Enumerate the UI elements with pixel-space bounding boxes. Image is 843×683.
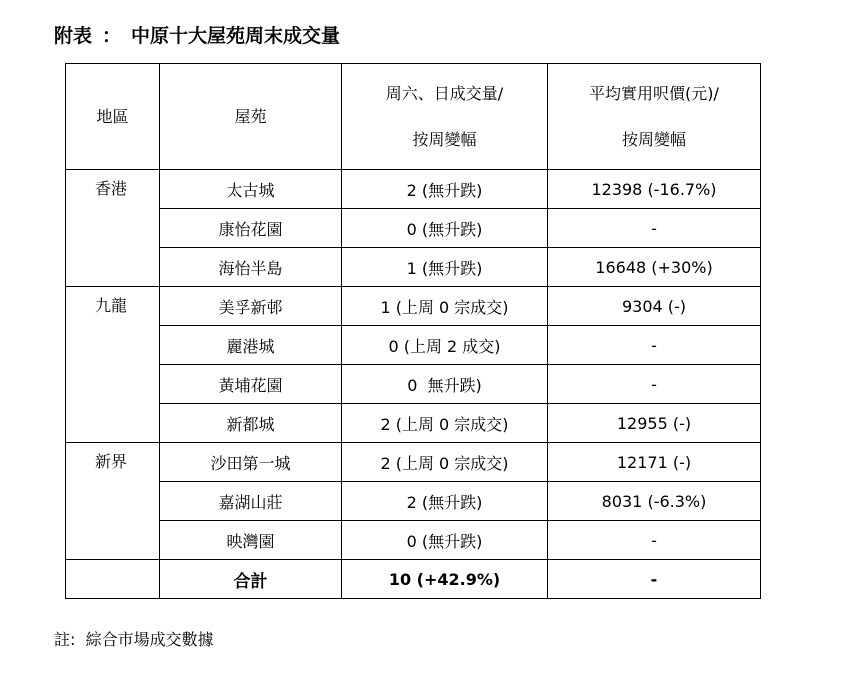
region-cell: 新界 bbox=[66, 443, 160, 560]
transaction-table bbox=[65, 63, 761, 599]
table-row bbox=[66, 170, 761, 209]
price-cell: - bbox=[548, 326, 761, 365]
price-cell: - bbox=[548, 521, 761, 560]
table-row bbox=[66, 404, 761, 443]
region-cell: 九龍 bbox=[66, 287, 160, 443]
estate-cell: 海怡半島 bbox=[160, 248, 342, 287]
total-label: 合計 bbox=[160, 560, 342, 599]
volume-cell: 2 (無升跌) bbox=[342, 482, 548, 521]
price-cell: - bbox=[548, 365, 761, 404]
volume-cell: 0 無升跌) bbox=[342, 365, 548, 404]
header-row bbox=[66, 64, 761, 170]
price-cell: 8031 (-6.3%) bbox=[548, 482, 761, 521]
title-text: 中原十大屋苑周末成交量 bbox=[131, 25, 341, 47]
estate-cell: 康怡花園 bbox=[160, 209, 342, 248]
header-volume-line2: 按周變幅 bbox=[412, 129, 477, 149]
header-price bbox=[548, 64, 761, 170]
table-row bbox=[66, 326, 761, 365]
estate-cell: 映灣園 bbox=[160, 521, 342, 560]
estate-cell: 嘉湖山莊 bbox=[160, 482, 342, 521]
volume-cell: 1 (無升跌) bbox=[342, 248, 548, 287]
estate-cell: 沙田第一城 bbox=[160, 443, 342, 482]
volume-cell: 2 (上周 0 宗成交) bbox=[342, 404, 548, 443]
header-region: 地區 bbox=[66, 64, 160, 170]
header-price-line2: 按周變幅 bbox=[621, 129, 686, 149]
table-row bbox=[66, 443, 761, 482]
volume-cell: 2 (上周 0 宗成交) bbox=[342, 443, 548, 482]
header-estate: 屋苑 bbox=[160, 64, 342, 170]
volume-cell: 0 (無升跌) bbox=[342, 521, 548, 560]
price-cell: 9304 (-) bbox=[548, 287, 761, 326]
price-cell: - bbox=[548, 209, 761, 248]
header-volume-line1: 周六、日成交量/ bbox=[385, 83, 504, 103]
estate-cell: 太古城 bbox=[160, 170, 342, 209]
table-row bbox=[66, 287, 761, 326]
table-row bbox=[66, 209, 761, 248]
table-row bbox=[66, 248, 761, 287]
total-row bbox=[66, 560, 761, 599]
estate-cell: 麗港城 bbox=[160, 326, 342, 365]
price-cell: 12955 (-) bbox=[548, 404, 761, 443]
estate-cell: 黃埔花園 bbox=[160, 365, 342, 404]
total-region-empty bbox=[66, 560, 160, 599]
title-separator: ： bbox=[102, 25, 122, 47]
source-note: 註: 綜合市場成交數據 bbox=[54, 630, 214, 649]
price-cell: 12398 (-16.7%) bbox=[548, 170, 761, 209]
price-cell: 12171 (-) bbox=[548, 443, 761, 482]
estate-cell: 美孚新邨 bbox=[160, 287, 342, 326]
price-cell: 16648 (+30%) bbox=[548, 248, 761, 287]
volume-cell: 0 (上周 2 成交) bbox=[342, 326, 548, 365]
volume-cell: 0 (無升跌) bbox=[342, 209, 548, 248]
table-row bbox=[66, 365, 761, 404]
header-volume bbox=[342, 64, 548, 170]
table-title bbox=[54, 22, 340, 50]
table-row bbox=[66, 521, 761, 560]
title-prefix: 附表 bbox=[54, 25, 93, 47]
estate-cell: 新都城 bbox=[160, 404, 342, 443]
total-price: - bbox=[548, 560, 761, 599]
region-cell: 香港 bbox=[66, 170, 160, 287]
volume-cell: 1 (上周 0 宗成交) bbox=[342, 287, 548, 326]
total-volume: 10 (+42.9%) bbox=[342, 560, 548, 599]
table-row bbox=[66, 482, 761, 521]
volume-cell: 2 (無升跌) bbox=[342, 170, 548, 209]
header-price-line1: 平均實用呎價(元)/ bbox=[589, 83, 719, 103]
